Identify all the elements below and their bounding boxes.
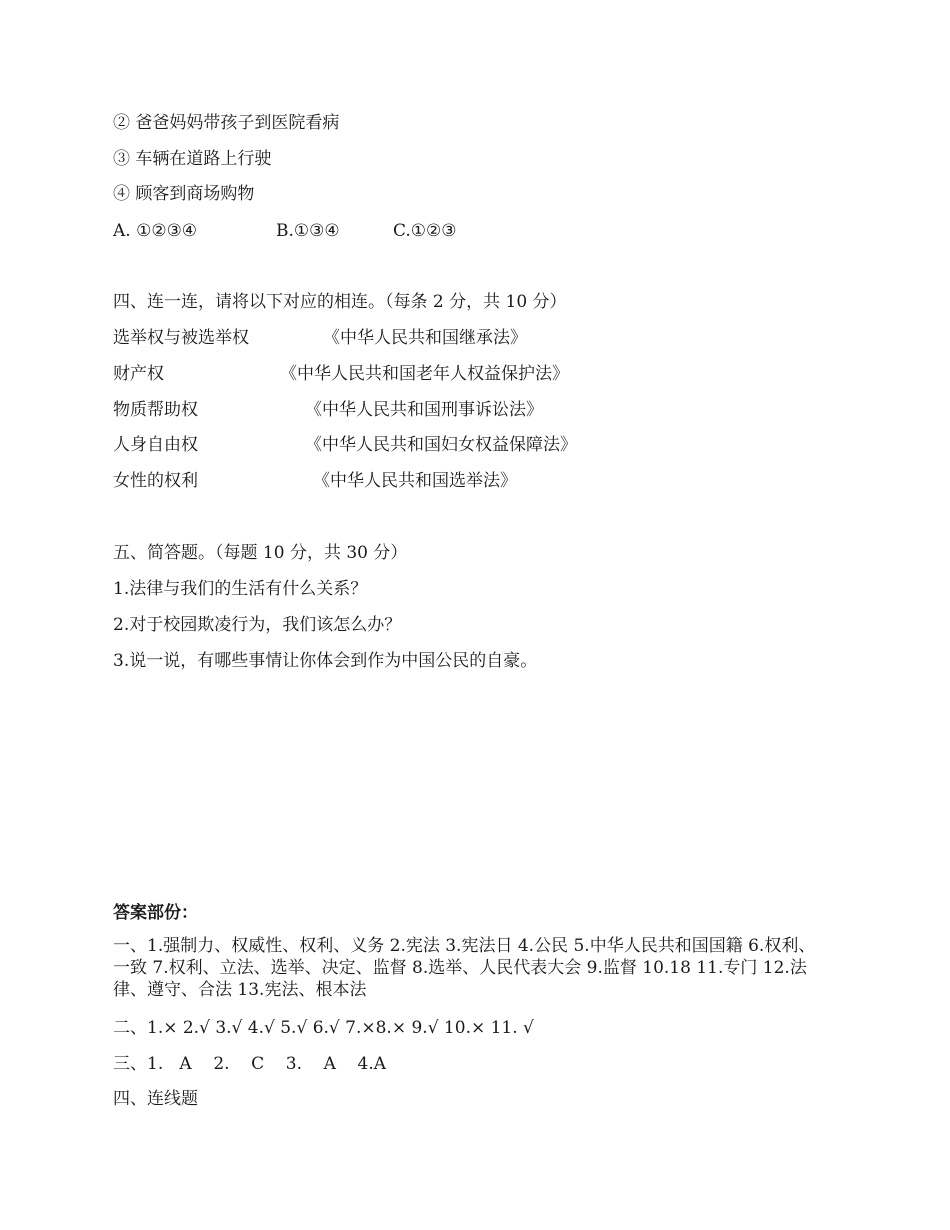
choice-item-2: ② 爸爸妈妈带孩子到医院看病 bbox=[113, 113, 340, 133]
answers-heading: 答案部份： bbox=[113, 903, 198, 923]
match-right-3: 《中华人民共和国刑事诉讼法》 bbox=[305, 400, 543, 420]
choice-item-4: ④ 顾客到商场购物 bbox=[113, 184, 255, 204]
match-left-3: 物质帮助权 bbox=[113, 400, 198, 420]
option-a: A. ①②③④ bbox=[113, 221, 198, 241]
option-c: C.①②③ bbox=[393, 221, 457, 241]
answers-part3: 三、1. A 2. C 3. A 4.A bbox=[113, 1054, 387, 1074]
question-3: 3.说一说，有哪些事情让你体会到作为中国公民的自豪。 bbox=[113, 651, 538, 671]
match-right-4: 《中华人民共和国妇女权益保障法》 bbox=[305, 435, 577, 455]
match-left-4: 人身自由权 bbox=[113, 435, 198, 455]
answers-part1: 一、1.强制力、权威性、权利、义务 2.宪法 3.宪法日 4.公民 5.中华人民共和国国籍 6.权利、一致 7.权利、立法、选举、决定、监督 8.选举、人民代表大会 9.监督 10.18 11.专门 12.法律、遵守、合法 13.宪法、根本法 bbox=[113, 936, 816, 1000]
match-left-1: 选举权与被选举权 bbox=[113, 328, 249, 348]
answers-part4: 四、连线题 bbox=[113, 1089, 198, 1109]
section5-heading: 五、简答题。（每题 10 分，共 30 分） bbox=[113, 543, 408, 563]
question-2: 2.对于校园欺凌行为，我们该怎么办？ bbox=[113, 615, 402, 635]
section4-heading: 四、连一连，请将以下对应的相连。（每条 2 分，共 10 分） bbox=[113, 292, 567, 312]
question-1: 1.法律与我们的生活有什么关系？ bbox=[113, 579, 368, 599]
choice-options-row bbox=[113, 220, 457, 242]
match-left-2: 财产权 bbox=[113, 364, 164, 384]
match-right-5: 《中华人民共和国选举法》 bbox=[313, 471, 517, 491]
match-right-2: 《中华人民共和国老年人权益保护法》 bbox=[280, 364, 569, 384]
match-right-1: 《中华人民共和国继承法》 bbox=[323, 328, 527, 348]
choice-item-3: ③ 车辆在道路上行驶 bbox=[113, 149, 272, 169]
match-left-5: 女性的权利 bbox=[113, 471, 198, 491]
answers-part2: 二、1.× 2.√ 3.√ 4.√ 5.√ 6.√ 7.×8.× 9.√ 10.× 11. √ bbox=[113, 1018, 534, 1038]
option-b: B.①③④ bbox=[276, 221, 340, 241]
